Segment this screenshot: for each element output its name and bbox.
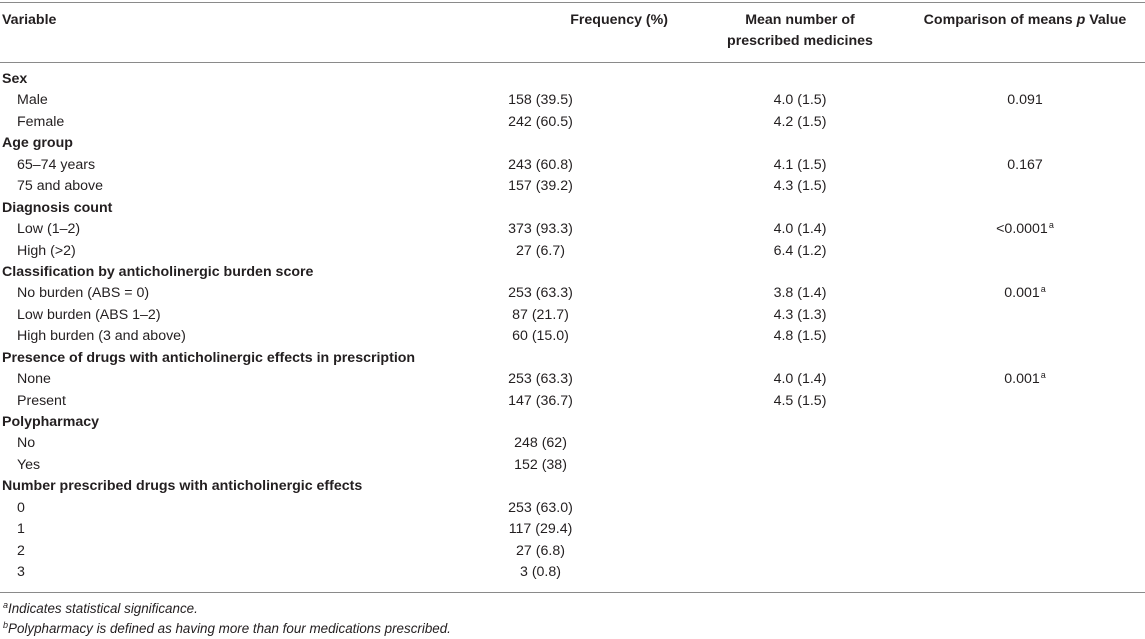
group-label: Number prescribed drugs with anticholinergic effects	[2, 478, 363, 495]
header-mean	[700, 10, 900, 52]
group-label: Classification by anticholinergic burden score	[2, 263, 314, 280]
p-value-cell	[905, 219, 1145, 240]
frequency-cell: 87 (21.7)	[512, 306, 569, 323]
table-row	[0, 391, 1145, 412]
table-row	[0, 541, 1145, 562]
top-rule	[0, 2, 1145, 3]
significance-mark: a	[1048, 220, 1054, 231]
frequency-cell: 157 (39.2)	[508, 178, 573, 195]
footnote-b	[2, 620, 451, 638]
variable-label: Yes	[17, 456, 41, 473]
footnote-b-text: Polypharmacy is defined as having more than four medications prescribed.	[8, 621, 451, 636]
frequency-cell: 152 (38)	[514, 456, 567, 473]
mean-cell: 3.8 (1.4)	[773, 285, 827, 302]
group-label: Sex	[2, 71, 28, 87]
table-row	[0, 433, 1145, 454]
group-label: Polypharmacy	[2, 414, 99, 430]
table-body	[0, 69, 1145, 584]
table-row	[0, 562, 1145, 583]
header-comparison-suffix: Value	[1085, 12, 1127, 28]
variable-label: No	[17, 435, 36, 452]
group-row	[0, 198, 1145, 219]
p-value: <0.0001	[996, 221, 1048, 238]
frequency-cell: 27 (6.8)	[516, 542, 565, 559]
frequency-cell: 253 (63.3)	[508, 285, 573, 302]
significance-mark: a	[1040, 284, 1046, 295]
group-label: Diagnosis count	[2, 199, 113, 216]
frequency-cell: 3 (0.8)	[519, 564, 561, 581]
variable-label: High (>2)	[17, 242, 76, 259]
group-row	[0, 476, 1145, 497]
variable-label: 2	[17, 542, 25, 559]
mean-cell: 4.5 (1.5)	[773, 392, 827, 409]
group-row	[0, 412, 1145, 433]
variable-label: 1	[17, 521, 25, 538]
p-value: 0.001	[1004, 285, 1040, 302]
frequency-cell: 60 (15.0)	[512, 328, 569, 345]
footnote-a-text: Indicates statistical significance.	[8, 601, 198, 616]
table-row	[0, 305, 1145, 326]
group-row	[0, 133, 1145, 154]
p-value: 0.001	[1004, 371, 1040, 388]
mean-cell: 4.1 (1.5)	[773, 156, 827, 173]
group-row	[0, 262, 1145, 283]
table-row	[0, 176, 1145, 197]
table-row	[0, 219, 1145, 240]
frequency-cell: 253 (63.3)	[508, 371, 573, 388]
variable-label: None	[17, 371, 51, 388]
p-value-cell	[905, 283, 1145, 304]
variable-label: No burden (ABS = 0)	[17, 285, 150, 302]
group-row	[0, 348, 1145, 369]
mean-cell: 6.4 (1.2)	[773, 242, 827, 259]
mean-cell: 4.3 (1.3)	[773, 306, 827, 323]
variable-label: 0	[17, 499, 25, 516]
mean-cell: 4.0 (1.4)	[773, 221, 827, 238]
header-comparison-p: p	[1076, 12, 1086, 28]
mean-cell: 4.0 (1.4)	[773, 371, 827, 388]
p-value-cell	[905, 90, 1145, 111]
variable-label: 75 and above	[17, 178, 103, 195]
header-rule	[0, 62, 1145, 63]
table-row	[0, 283, 1145, 304]
variable-label: Low burden (ABS 1–2)	[17, 306, 161, 323]
mean-cell: 4.2 (1.5)	[773, 113, 827, 130]
table-row	[0, 498, 1145, 519]
footnote-b-mark: b	[3, 620, 9, 630]
mean-cell: 4.8 (1.5)	[773, 328, 827, 345]
table-row	[0, 90, 1145, 111]
header-mean-line1: Mean number of	[745, 12, 855, 28]
header-mean-line2: prescribed medicines	[727, 33, 873, 49]
table-row	[0, 455, 1145, 476]
variable-label: Female	[17, 113, 65, 130]
frequency-cell: 147 (36.7)	[508, 392, 573, 409]
frequency-cell: 242 (60.5)	[508, 113, 573, 130]
mean-cell: 4.3 (1.5)	[773, 178, 827, 195]
frequency-cell: 27 (6.7)	[516, 242, 565, 259]
footnote-a-mark: a	[3, 600, 9, 610]
frequency-cell: 158 (39.5)	[508, 92, 573, 109]
frequency-cell: 373 (93.3)	[508, 221, 573, 238]
frequency-cell: 248 (62)	[514, 435, 567, 452]
table-row	[0, 369, 1145, 390]
frequency-cell: 253 (63.0)	[508, 499, 573, 516]
header-comparison-prefix: Comparison of means	[923, 12, 1077, 28]
variable-label: Low (1–2)	[17, 221, 81, 238]
header-comparison	[905, 10, 1145, 31]
group-row	[0, 69, 1145, 90]
mean-cell: 4.0 (1.5)	[773, 92, 827, 109]
variable-label: 3	[17, 564, 25, 581]
table-row	[0, 155, 1145, 176]
p-value: 0.167	[1007, 156, 1043, 173]
bottom-rule	[0, 592, 1145, 593]
footnote-a	[2, 600, 198, 618]
table-row	[0, 112, 1145, 133]
significance-mark: a	[1040, 370, 1046, 381]
table-row	[0, 241, 1145, 262]
frequency-cell: 243 (60.8)	[508, 156, 573, 173]
variable-label: Present	[17, 392, 66, 409]
variable-label: 65–74 years	[17, 156, 96, 173]
frequency-cell: 117 (29.4)	[508, 521, 573, 538]
p-value-cell	[905, 369, 1145, 390]
p-value-cell	[905, 155, 1145, 176]
group-label: Age group	[2, 135, 73, 152]
variable-label: High burden (3 and above)	[17, 328, 186, 345]
group-label: Presence of drugs with anticholinergic effects in prescription	[2, 349, 416, 366]
table-row	[0, 519, 1145, 540]
p-value: 0.091	[1007, 92, 1043, 109]
table-row	[0, 326, 1145, 347]
header-frequency: Frequency (%)	[570, 12, 668, 28]
variable-label: Male	[17, 92, 48, 109]
header-variable: Variable	[2, 12, 57, 28]
